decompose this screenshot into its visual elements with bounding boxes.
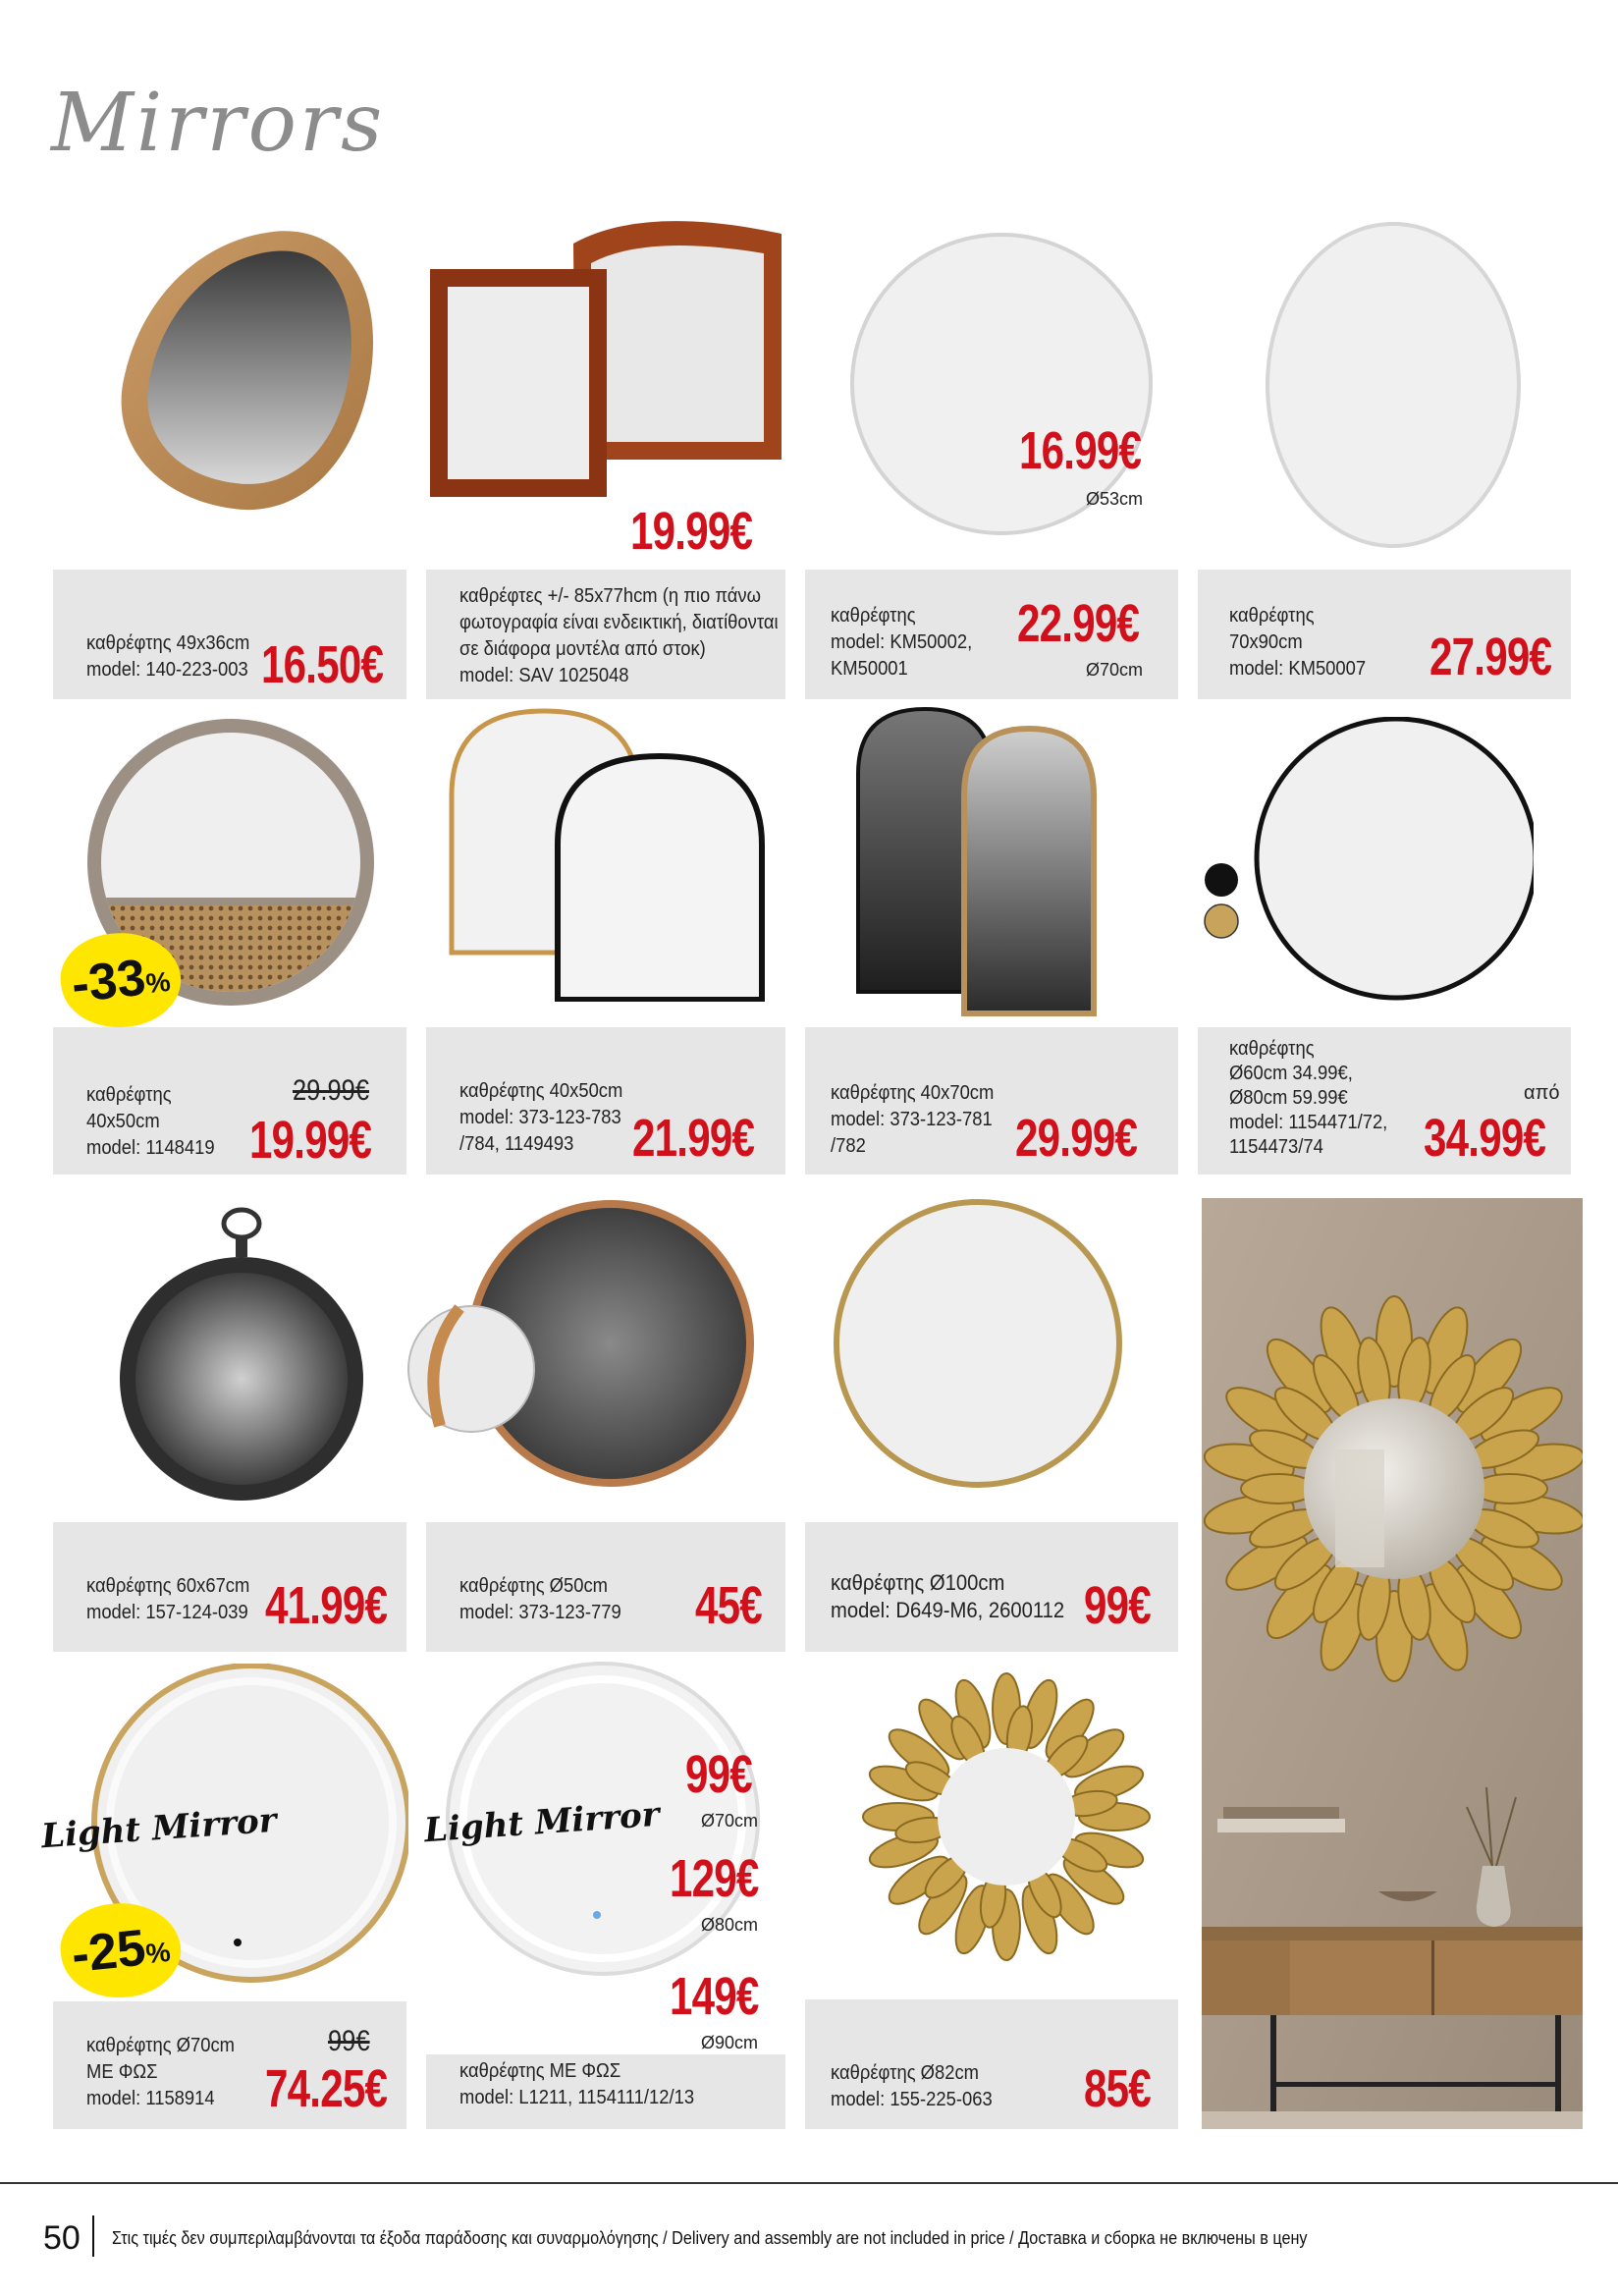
arched-mirrors-image [446, 707, 770, 1002]
sunburst-mirror-room-photo [1202, 1198, 1583, 2129]
size-70cm: Ø70cm [701, 1811, 759, 1831]
light-mirror-label: Light Mirror [422, 1794, 661, 1851]
product-description: καθρέφτης Ø100cm model: D649-M6, 2600112 [831, 1570, 1065, 1622]
footnote: Στις τιμές δεν συμπεριλαμβάνονται τα έξοδα παράδοσης και συναρμολόγησης / Delivery and assembly are not included in price / Доставка и сборка не включены в цену [112, 2228, 1308, 2248]
product-description: καθρέφτης 40x50cm model: 1148419 [86, 1084, 215, 1159]
tall-arched-mirrors-image [856, 705, 1141, 1019]
black-round-mirror-image [1200, 717, 1534, 1011]
ring-hanging-mirror-image [114, 1206, 369, 1504]
price: 41.99€ [265, 1576, 388, 1635]
old-price: 29.99€ [293, 1074, 370, 1107]
oval-frameless-mirror-image [1261, 218, 1526, 552]
size-small: Ø53cm [1086, 489, 1144, 509]
price-80cm: 129€ [670, 1849, 759, 1908]
sunburst-gold-mirror-image [854, 1669, 1159, 1964]
footer-rule [0, 2182, 1618, 2184]
product-description: καθρέφτης Ø82cm model: 155-225-063 [831, 2062, 993, 2110]
price: 19.99€ [249, 1111, 372, 1170]
gold-thin-frame-mirror-image [831, 1196, 1125, 1491]
price: 16.50€ [261, 635, 384, 694]
price: 29.99€ [1015, 1109, 1138, 1168]
color-swatch-gold [1205, 904, 1238, 938]
old-price: 99€ [328, 2025, 370, 2057]
product-description: καθρέφτης 49x36cm model: 140-223-003 [86, 632, 250, 681]
page-title: Mirrors [51, 77, 386, 170]
product-description: καθρέφτης 60x67cm model: 157-124-039 [86, 1575, 250, 1623]
page-number: 50 [43, 2219, 81, 2257]
price: 34.99€ [1424, 1109, 1546, 1168]
price-90cm: 149€ [670, 1967, 759, 2026]
price: 45€ [695, 1576, 762, 1635]
price-large-size: 22.99€ [1017, 594, 1140, 653]
price: 99€ [1084, 1576, 1151, 1635]
product-description: καθρέφτες +/- 85x77hcm (η πιο πάνω φωτογραφία είναι ενδεικτική, διατίθονται σε διάφορα μοντέλα από στοκ) model: SAV 1025048 [459, 585, 779, 686]
organic-wood-mirror-image [106, 224, 383, 519]
from-label: από [1524, 1082, 1560, 1104]
price-small-size: 16.99€ [1019, 421, 1142, 480]
size-large: Ø70cm [1086, 660, 1144, 680]
product-description: καθρέφτης model: KM50002, KM50001 [831, 605, 973, 680]
product-description: καθρέφτης Ø60cm 34.99€, Ø80cm 59.99€ model: 1154471/72, 1154473/74 [1229, 1038, 1388, 1158]
price: 19.99€ [630, 502, 753, 561]
price: 85€ [1084, 2059, 1151, 2118]
product-description: καθρέφτης Ø50cm model: 373-123-779 [459, 1575, 621, 1623]
price: 74.25€ [265, 2059, 388, 2118]
light-mirror-label: Light Mirror [39, 1800, 278, 1857]
price: 27.99€ [1429, 628, 1552, 686]
price-70cm: 99€ [685, 1745, 752, 1804]
size-80cm: Ø80cm [701, 1915, 759, 1935]
footer-divider [92, 2215, 94, 2257]
discount-badge: -25 % [56, 1897, 185, 2003]
product-description: καθρέφτης 70x90cm model: KM50007 [1229, 605, 1367, 680]
product-description: καθρέφτης 40x50cm model: 373-123-783 /784, 1149493 [459, 1080, 623, 1155]
size-90cm: Ø90cm [701, 2033, 759, 2052]
color-swatch-black [1205, 863, 1238, 897]
detail-inset [408, 1306, 534, 1432]
price: 21.99€ [632, 1109, 755, 1168]
product-description: καθρέφτης 40x70cm model: 373-123-781 /782 [831, 1082, 995, 1157]
product-description: καθρέφτης Ø70cm ΜΕ ΦΩΣ model: 1158914 [86, 2035, 235, 2109]
wooden-frame-mirrors-image [428, 214, 782, 499]
product-description: καθρέφτης ΜΕ ΦΩΣ model: L1211, 1154111/12/13 [459, 2060, 695, 2108]
discount-badge: -33 % [56, 927, 185, 1033]
copper-round-mirror-image [401, 1200, 758, 1495]
